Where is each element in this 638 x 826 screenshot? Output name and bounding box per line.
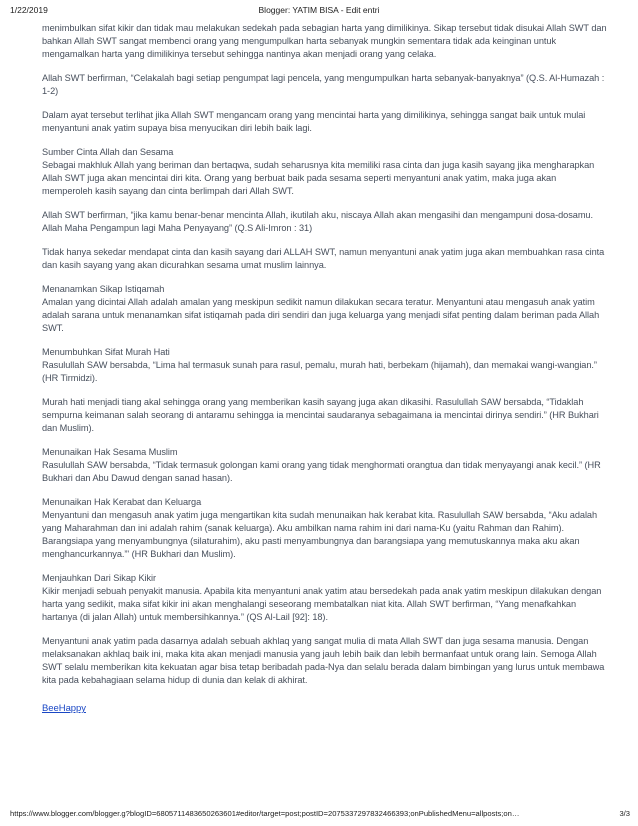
- beehappy-link[interactable]: BeeHappy: [42, 703, 86, 714]
- paragraph: Sumber Cinta Allah dan Sesama Sebagai makhluk Allah yang beriman dan bertaqwa, sudah seharusnya kita memiliki rasa cinta dan juga kasih sayang jika mengharapkan Allah SWT juga akan mencintai diri kita. Orang yang berbuat baik pada sesama seperti menyantuni anak yatim, maka juga akan memperoleh kasih sayang dan cinta berlimpah dari Allah SWT.: [42, 147, 595, 196]
- print-footer: [0, 808, 638, 820]
- paragraph: Murah hati menjadi tiang akal sehingga orang yang memberikan kasih sayang juga akan dikasihi. Rasulullah SAW bersabda, “Tidaklah sempurna keimanan salah seorang di antaramu sehingga ia mencintai saudaranya sebagaimana ia mencintai dirinya sendiri.” (HR Bukhari dan Muslim).: [42, 397, 599, 433]
- paragraph: Tidak hanya sekedar mendapat cinta dan kasih sayang dari ALLAH SWT, namun menyantuni anak yatim juga akan membuahkan rasa cinta dan kasih sayang yang akan dicurahkan sesama umat muslim lainnya.: [42, 247, 605, 270]
- page-number: 3/3: [619, 809, 630, 818]
- paragraph: Allah SWT berfirman, “jika kamu benar-benar mencinta Allah, ikutilah aku, niscaya Allah akan mengasihi dan mengampuni dosa-dosamu. Allah Maha Pengampun lagi Maha Penyayang” (Q.S Ali-Imron : 31): [42, 210, 593, 233]
- paragraph: menimbulkan sifat kikir dan tidak mau melakukan sedekah pada sebagian harta yang dimilikinya. Sikap tersebut tidak disukai Allah SWT dan bahkan Allah SWT sangat membenci orang yang mengumpulkan harta sebanyak mungkin sementara tidak ada keinginan untuk mengamalkan harta yang dimilikinya tersebut sehingga nantinya akan menjadi orang yang celaka.: [42, 23, 607, 59]
- post-content: [42, 22, 607, 715]
- page-url: https://www.blogger.com/blogger.g?blogID=6805711483650263601#editor/target=post;postID=2075337297832466393;onPublishedMenu=allposts;on…: [10, 809, 520, 818]
- paragraph: Allah SWT berfirman, “Celakalah bagi setiap pengumpat lagi pencela, yang mengumpulkan harta sebanyak-banyaknya” (Q.S. Al-Humazah : 1-2): [42, 73, 605, 96]
- paragraph: Menunaikan Hak Sesama Muslim Rasulullah SAW bersabda, “Tidak termasuk golongan kami orang yang tidak menghormati orangtua dan tidak menyayangi anak kecil.” (HR Bukhari dan Abu Dawud dengan sanad hasan).: [42, 447, 601, 483]
- paragraph: Menunaikan Hak Kerabat dan Keluarga Menyantuni dan mengasuh anak yatim juga mengartikan kita sudah menunaikan hak kerabat kita. Rasulullah SAW bersabda, “Aku adalah yang Maharahman dan ini adalah rahim (sanak keluarga). Aku ambilkan nama rahim ini dari nama-Ku (yaitu Rahman dan Rahim). Barangsiapa yang menyambungnya (silaturahim), aku pasti menyambungnya dan barangsiapa yang memutuskannya maka aku akan menghancurkannya.”' (HR Bukhari dan Muslim).: [42, 497, 598, 559]
- page-title: Blogger: YATIM BISA - Edit entri: [258, 5, 380, 15]
- paragraph: Dalam ayat tersebut terlihat jika Allah SWT mengancam orang yang mencintai harta yang dimilikinya, sehingga sangat baik untuk mulai menyantuni anak yatim supaya bisa menyucikan diri lebih baik lagi.: [42, 110, 586, 133]
- print-header: [0, 4, 638, 16]
- print-date: 1/22/2019: [10, 5, 48, 15]
- paragraph: Menjauhkan Dari Sikap Kikir Kikir menjadi sebuah penyakit manusia. Apabila kita menyantuni anak yatim atau bersedekah pada anak yatim meskipun dilakukan dengan harta yang sedikit, maka sifat kikir ini akan menghalangi seseorang membatalkan niat kita. Allah SWT berfirman, “Yang menafkahkan hartanya (di jalan Allah) untuk membersihkannya.” (QS Al-Lail [92]: 18).: [42, 573, 602, 622]
- paragraph: Menyantuni anak yatim pada dasarnya adalah sebuah akhlaq yang sangat mulia di mata Allah SWT dan juga sesama manusia. Dengan melaksanakan akhlaq baik ini, maka kita akan menjadi manusia yang jauh lebih baik dan lebih bermanfaat untuk orang lain. Semoga Allah SWT selalu memberikan kita kekuatan agar bisa tetap beribadah pada-Nya dan selalu berada dalam bimbingan yang lurus untuk membawa kita pada kebahagiaan selama hidup di dunia dan kelak di akhirat.: [42, 636, 605, 685]
- paragraph: Menanamkan Sikap Istiqamah Amalan yang dicintai Allah adalah amalan yang meskipun sedikit namun dilakukan secara teratur. Menyantuni atau mengasuh anak yatim adalah sarana untuk menanamkan sifat istiqamah pada diri sendiri dan juga keluarga yang menjadi sifat penting dalam beriman pada Allah SWT.: [42, 284, 600, 333]
- paragraph: Menumbuhkan Sifat Murah Hati Rasulullah SAW bersabda, “Lima hal termasuk sunah para rasul, pemalu, murah hati, berbekam (hijamah), dan memakai wangi-wangian.” (HR Tirmidzi).: [42, 347, 597, 383]
